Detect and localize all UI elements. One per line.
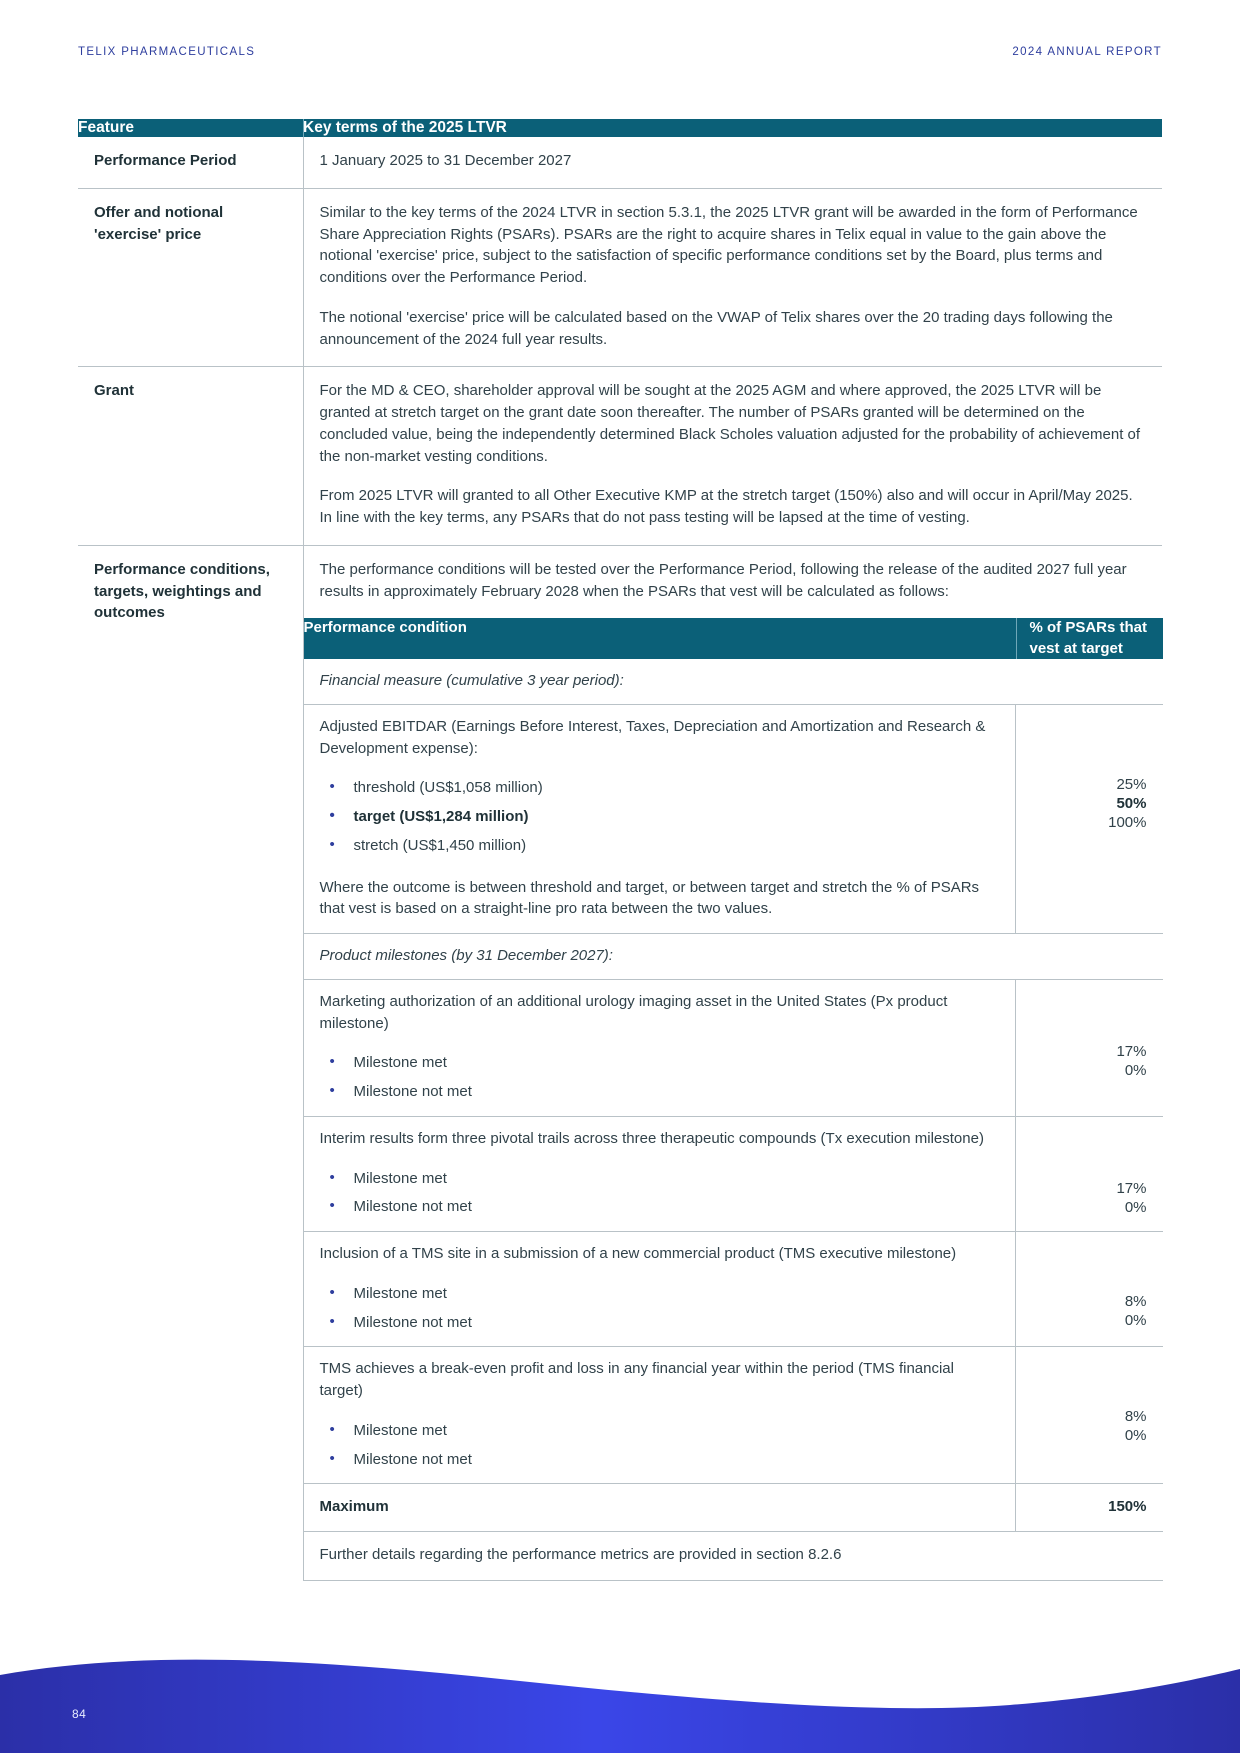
percent-stack [1030, 1179, 1147, 1217]
section-label-text: Product milestones (by 31 December 2027): [304, 934, 1163, 980]
table-row-offer-and-notional-price [78, 188, 1162, 367]
section-label-product-milestones [304, 934, 1163, 980]
milestone-description: Interim results form three pivotal trails across three therapeutic compounds (Tx execution milestone) [319, 1129, 984, 1147]
table-row-performance-period [78, 137, 1162, 188]
section-label-text: Financial measure (cumulative 3 year period): [304, 659, 1163, 704]
running-header [78, 46, 1162, 58]
maximum-value: 150% [1016, 1484, 1163, 1532]
condition-percent [1016, 979, 1163, 1116]
performance-condition-table [304, 618, 1163, 1581]
section-label-financial-measure [304, 659, 1163, 704]
condition-description [304, 979, 1016, 1116]
percent-value: 25% [1116, 775, 1147, 793]
milestone-bullet-list [320, 1168, 1000, 1219]
ebitdar-pro-rata-note: Where the outcome is between threshold and target, or between target and stretch the % of PSARs that vest is based on a straight-line pro rata between the two values. [319, 878, 980, 918]
condition-row-maximum [304, 1484, 1163, 1532]
ebitdar-bullet-list [320, 777, 1000, 856]
milestone-bullet-list [320, 1052, 1000, 1103]
terms-content [303, 545, 1162, 1581]
paragraph: For the MD & CEO, shareholder approval will be sought at the 2025 AGM and where approved, the 2025 LTVR will be granted at stretch target on the grant date soon thereafter. The number of PSARs granted will be determined on the concluded value, being the independently determined Black Scholes valuation adjusted for the probability of achievement of the non-market vesting conditions. [319, 382, 1141, 465]
terms-content [303, 188, 1162, 367]
percent-stack [1030, 775, 1147, 833]
paragraph: From 2025 LTVR will granted to all Other Executive KMP at the stretch target (150%) also and will occur in April/May 2025. In line with the key terms, any PSARs that do not pass testing will be lapsed at the time of vesting. [319, 487, 1133, 526]
feature-label: Performance Period [78, 137, 303, 188]
percent-stack [1030, 1407, 1147, 1445]
ltvr-key-terms-table [78, 119, 1162, 1581]
table-header-row [78, 119, 1162, 137]
terms-content [303, 367, 1162, 546]
performance-conditions-intro: The performance conditions will be tested over the Performance Period, following the release of the audited 2027 full year results in approximately February 2028 when the PSARs that vest will be calculated as follows: [319, 560, 1127, 600]
milestone-description: Inclusion of a TMS site in a submission of a new commercial product (TMS executive milestone) [319, 1245, 957, 1263]
header-company-name: TELIX PHARMACEUTICALS [78, 46, 256, 58]
feature-label: Grant [78, 367, 303, 546]
page-number: 84 [72, 1707, 87, 1721]
condition-percent [1016, 1347, 1163, 1484]
percent-value: 0% [1124, 1312, 1147, 1330]
paragraph: Similar to the key terms of the 2024 LTVR in section 5.3.1, the 2025 LTVR grant will be awarded in the form of Performance Share Appreciation Rights (PSARs). PSARs are the right to acquire shares in Telix equal in value to the gain above the notional 'exercise' price, subject to the satisfaction of specific performance conditions set by the Board, plus terms and conditions over the Performance Period. [319, 203, 1138, 286]
list-item: • Milestone met [326, 1168, 1000, 1190]
terms-content [303, 137, 1162, 188]
nested-header-percent: % of PSARs that vest at target [1016, 618, 1163, 659]
condition-row-footnote [304, 1532, 1163, 1581]
table-header-terms: Key terms of the 2025 LTVR [303, 119, 1162, 137]
list-item: • Milestone not met [326, 1449, 1000, 1471]
milestone-bullet-list [320, 1420, 1000, 1471]
percent-value: 0% [1124, 1198, 1147, 1216]
condition-row-tms-financial-target [304, 1347, 1163, 1484]
percent-value: 17% [1116, 1179, 1147, 1197]
condition-percent [1016, 1116, 1163, 1231]
condition-percent [1016, 1232, 1163, 1347]
ebitdar-intro: Adjusted EBITDAR (Earnings Before Interest, Taxes, Depreciation and Amortization and Research & Development expense): [319, 717, 986, 757]
condition-description [304, 1347, 1016, 1484]
condition-description [304, 1116, 1016, 1231]
percent-value: 17% [1116, 1042, 1147, 1060]
condition-row-px-product-milestone [304, 979, 1163, 1116]
list-item: • target (US$1,284 million) [326, 806, 1000, 828]
feature-label: Performance conditions, targets, weightings and outcomes [78, 545, 303, 1581]
milestone-bullet-list [320, 1283, 1000, 1334]
percent-value: 0% [1124, 1061, 1147, 1079]
condition-row-tms-executive-milestone [304, 1232, 1163, 1347]
list-item: • Milestone met [326, 1052, 1000, 1074]
paragraph: 1 January 2025 to 31 December 2027 [319, 152, 572, 169]
list-item: • Milestone not met [326, 1081, 1000, 1103]
footer-wave-decoration [0, 1603, 1240, 1753]
percent-stack [1030, 1292, 1147, 1330]
list-item: • Milestone not met [326, 1196, 1000, 1218]
table-header-feature: Feature [78, 119, 303, 137]
nested-header-row [304, 618, 1163, 659]
nested-header-condition: Performance condition [304, 618, 1016, 659]
percent-stack [1030, 1042, 1147, 1080]
condition-description [304, 1232, 1016, 1347]
table-row-grant [78, 367, 1162, 546]
condition-row-adjusted-ebitdar [304, 704, 1163, 933]
paragraph: The notional 'exercise' price will be calculated based on the VWAP of Telix shares over the 20 trading days following the announcement of the 2024 full year results. [319, 308, 1113, 348]
condition-description [304, 704, 1016, 933]
percent-value: 0% [1124, 1427, 1147, 1445]
table-row-performance-conditions [78, 545, 1162, 1581]
maximum-label: Maximum [304, 1484, 1016, 1532]
percent-value: 50% [1116, 794, 1147, 812]
milestone-description: TMS achieves a break-even profit and loss in any financial year within the period (TMS financial target) [319, 1360, 954, 1400]
milestone-description: Marketing authorization of an additional urology imaging asset in the United States (Px product milestone) [319, 992, 948, 1032]
list-item: • Milestone not met [326, 1312, 1000, 1334]
percent-value: 100% [1108, 814, 1147, 832]
header-report-title: 2024 ANNUAL REPORT [1012, 46, 1162, 58]
list-item: • Milestone met [326, 1283, 1000, 1305]
feature-label: Offer and notional 'exercise' price [78, 188, 303, 367]
percent-value: 8% [1124, 1293, 1147, 1311]
condition-row-tx-execution-milestone [304, 1116, 1163, 1231]
percent-value: 8% [1124, 1408, 1147, 1426]
list-item: • stretch (US$1,450 million) [326, 835, 1000, 857]
condition-percent [1016, 704, 1163, 933]
list-item: • Milestone met [326, 1420, 1000, 1442]
footnote-text: Further details regarding the performance metrics are provided in section 8.2.6 [304, 1532, 1163, 1581]
list-item: • threshold (US$1,058 million) [326, 777, 1000, 799]
